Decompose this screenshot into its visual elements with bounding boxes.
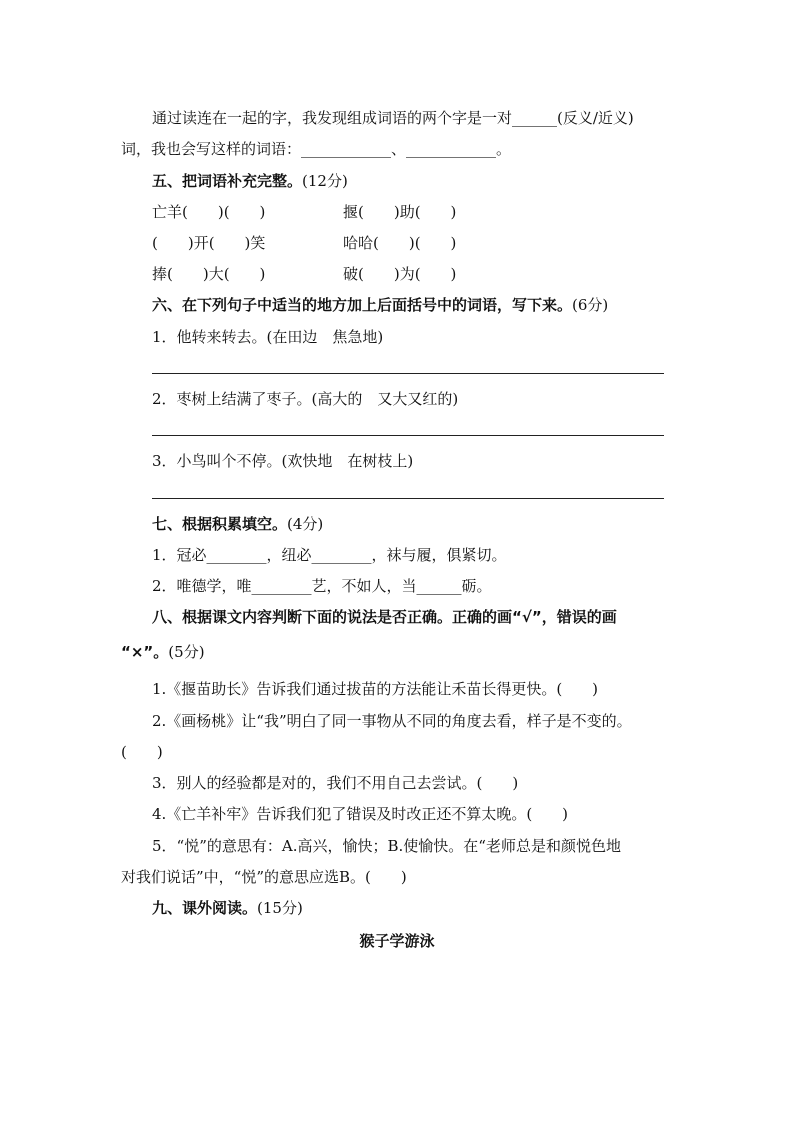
q8-item-2: 2.《画杨桃》让“我”明白了同一事物从不同的角度去看，样子是不变的。	[152, 712, 632, 730]
section-8-points: (5分)	[168, 643, 205, 661]
reading-title: 猴子学游泳	[359, 932, 435, 950]
section-8-title-cont: “×”。	[121, 643, 169, 661]
q8-item-2-answer: ( )	[121, 743, 163, 761]
section-5-heading	[152, 171, 348, 191]
section-6-title: 六、在下列句子中适当的地方加上后面括号中的词语，写下来。	[152, 296, 573, 314]
section-7-title: 七、根据积累填空。	[152, 515, 288, 533]
section-7-heading	[152, 514, 323, 534]
q5-row-3-right: 破( )为( )	[343, 265, 457, 283]
q5-row-2-right: 哈哈( )( )	[343, 234, 457, 252]
q5-row-1-right: 揠( )助( )	[343, 203, 457, 221]
section-6-heading	[152, 295, 608, 315]
section-8-heading-line-2	[121, 642, 205, 662]
section-7-points: (4分)	[287, 515, 324, 533]
q6-item-2: 2．枣树上结满了枣子。(高大的 又大又红的)	[152, 390, 459, 408]
q6-answer-line-3[interactable]	[152, 498, 664, 499]
section-9-points: (15分)	[257, 899, 303, 917]
q7-item-1: 1．冠必________，纽必________，袜与履，俱紧切。	[152, 546, 507, 564]
section-9-title: 九、课外阅读。	[152, 899, 258, 917]
section-8-heading-line-1: 八、根据课文内容判断下面的说法是否正确。正确的画“√”，错误的画	[152, 608, 617, 626]
q8-item-1: 1.《揠苗助长》告诉我们通过拔苗的方法能让禾苗长得更快。( )	[152, 680, 599, 698]
intro-line-2: 词，我也会写这样的词语：____________、____________。	[121, 140, 512, 158]
section-5-title: 五、把词语补充完整。	[152, 172, 303, 190]
section-9-heading	[152, 898, 303, 918]
q6-answer-line-2[interactable]	[152, 435, 664, 436]
q8-item-4: 4.《亡羊补牢》告诉我们犯了错误及时改正还不算太晚。( )	[152, 805, 569, 823]
intro-line-1: 通过读连在一起的字，我发现组成词语的两个字是一对______(反义/近义)	[152, 109, 634, 127]
q6-item-3: 3．小鸟叫个不停。(欢快地 在树枝上)	[152, 452, 414, 470]
q6-item-1: 1．他转来转去。(在田边 焦急地)	[152, 328, 384, 346]
q8-item-5-cont: 对我们说话”中，“悦”的意思应选B。( )	[121, 868, 407, 886]
q6-answer-line-1[interactable]	[152, 373, 664, 374]
section-5-points: (12分)	[302, 172, 348, 190]
q5-row-3-left: 捧( )大( )	[152, 265, 266, 283]
q5-row-1-left: 亡羊( )( )	[152, 203, 266, 221]
q7-item-2: 2．唯德学，唯________艺，不如人，当______砺。	[152, 577, 492, 595]
q5-row-2-left: ( )开( )笑	[152, 234, 266, 252]
q8-item-3: 3．别人的经验都是对的，我们不用自己去尝试。( )	[152, 774, 519, 792]
q8-item-5: 5．“悦”的意思有：A.高兴，愉快；B.使愉快。在“老师总是和颜悦色地	[152, 837, 621, 855]
section-6-points: (6分)	[572, 296, 609, 314]
